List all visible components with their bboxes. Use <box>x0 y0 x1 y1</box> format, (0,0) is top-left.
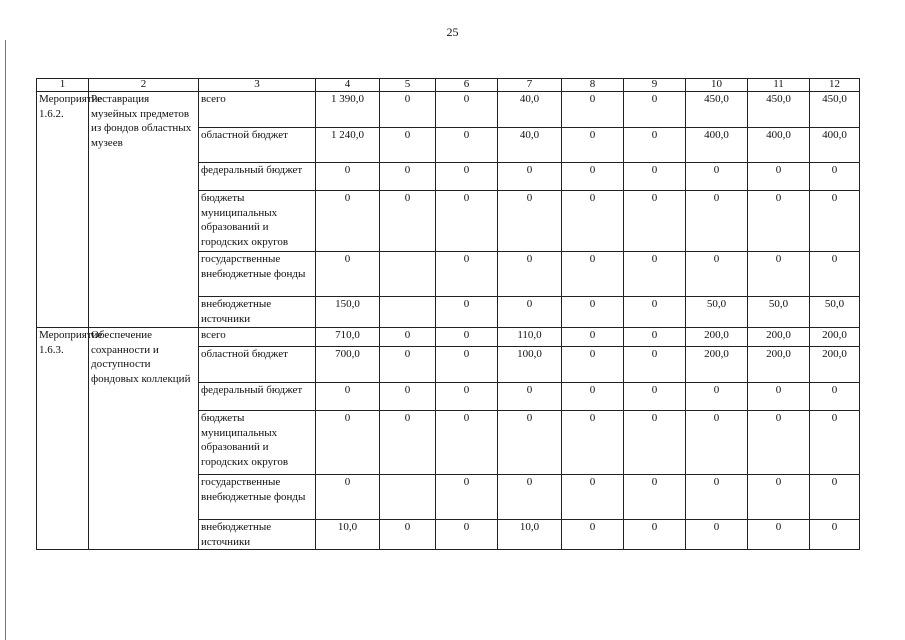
value-cell: 0 <box>562 191 624 252</box>
header-cell: 9 <box>624 79 686 92</box>
value-cell: 1 240,0 <box>316 128 380 163</box>
value-cell: 0 <box>316 252 380 297</box>
value-cell: 10,0 <box>498 520 562 550</box>
value-cell: 0 <box>380 328 436 347</box>
value-cell: 0 <box>498 163 562 191</box>
value-cell: 200,0 <box>686 328 748 347</box>
value-cell: 0 <box>436 347 498 383</box>
value-cell: 0 <box>380 191 436 252</box>
header-cell: 11 <box>748 79 810 92</box>
value-cell <box>380 297 436 328</box>
value-cell: 0 <box>686 191 748 252</box>
value-cell: 450,0 <box>686 92 748 128</box>
value-cell: 1 390,0 <box>316 92 380 128</box>
value-cell: 50,0 <box>748 297 810 328</box>
value-cell: 0 <box>562 163 624 191</box>
value-cell: 0 <box>686 163 748 191</box>
value-cell: 50,0 <box>810 297 860 328</box>
value-cell: 0 <box>748 475 810 520</box>
value-cell: 200,0 <box>748 328 810 347</box>
value-cell: 0 <box>562 411 624 475</box>
value-cell: 0 <box>436 520 498 550</box>
header-cell: 2 <box>89 79 199 92</box>
table-row <box>37 328 860 347</box>
value-cell: 0 <box>316 383 380 411</box>
funding-source: государственные внебюджетные фонды <box>199 475 316 520</box>
activity-name: Реставрация музейных предметов из фондов областных музеев <box>89 92 199 328</box>
value-cell: 0 <box>810 520 860 550</box>
value-cell: 0 <box>562 383 624 411</box>
value-cell: 0 <box>498 475 562 520</box>
header-cell: 10 <box>686 79 748 92</box>
value-cell: 0 <box>810 163 860 191</box>
value-cell: 0 <box>624 252 686 297</box>
funding-source: всего <box>199 92 316 128</box>
value-cell: 0 <box>686 411 748 475</box>
value-cell: 0 <box>562 297 624 328</box>
value-cell: 0 <box>686 383 748 411</box>
value-cell: 0 <box>624 520 686 550</box>
header-cell: 1 <box>37 79 89 92</box>
funding-source: федеральный бюджет <box>199 383 316 411</box>
header-row <box>37 79 860 92</box>
value-cell: 0 <box>562 475 624 520</box>
value-cell: 200,0 <box>748 347 810 383</box>
funding-source: областной бюджет <box>199 128 316 163</box>
header-cell: 6 <box>436 79 498 92</box>
value-cell: 40,0 <box>498 92 562 128</box>
value-cell: 0 <box>498 191 562 252</box>
value-cell: 0 <box>624 328 686 347</box>
header-cell: 12 <box>810 79 860 92</box>
value-cell: 0 <box>436 297 498 328</box>
value-cell: 0 <box>624 347 686 383</box>
header-cell: 8 <box>562 79 624 92</box>
funding-source: всего <box>199 328 316 347</box>
value-cell: 0 <box>436 252 498 297</box>
funding-source: бюджеты муниципальных образований и городских округов <box>199 191 316 252</box>
value-cell: 700,0 <box>316 347 380 383</box>
value-cell: 200,0 <box>686 347 748 383</box>
value-cell: 0 <box>562 520 624 550</box>
value-cell: 0 <box>748 191 810 252</box>
value-cell: 0 <box>380 411 436 475</box>
funding-source: внебюджетные источники <box>199 520 316 550</box>
value-cell: 0 <box>380 92 436 128</box>
header-cell: 4 <box>316 79 380 92</box>
value-cell: 450,0 <box>810 92 860 128</box>
table-body <box>37 92 860 550</box>
value-cell: 0 <box>686 252 748 297</box>
value-cell: 400,0 <box>810 128 860 163</box>
value-cell: 0 <box>380 520 436 550</box>
value-cell: 0 <box>810 475 860 520</box>
value-cell: 0 <box>498 252 562 297</box>
value-cell: 0 <box>748 252 810 297</box>
value-cell: 100,0 <box>498 347 562 383</box>
value-cell: 0 <box>316 475 380 520</box>
value-cell: 0 <box>498 297 562 328</box>
value-cell: 0 <box>436 128 498 163</box>
value-cell: 0 <box>624 297 686 328</box>
value-cell: 0 <box>810 252 860 297</box>
value-cell: 0 <box>562 328 624 347</box>
value-cell: 0 <box>748 163 810 191</box>
value-cell: 0 <box>316 163 380 191</box>
value-cell: 0 <box>810 191 860 252</box>
value-cell: 0 <box>562 92 624 128</box>
value-cell: 0 <box>562 347 624 383</box>
value-cell: 0 <box>498 411 562 475</box>
value-cell: 400,0 <box>686 128 748 163</box>
funding-source: государственные внебюджетные фонды <box>199 252 316 297</box>
value-cell: 0 <box>562 252 624 297</box>
value-cell: 450,0 <box>748 92 810 128</box>
value-cell: 0 <box>624 128 686 163</box>
value-cell: 0 <box>748 520 810 550</box>
value-cell: 710,0 <box>316 328 380 347</box>
value-cell: 0 <box>380 383 436 411</box>
activity-code: Мероприятие 1.6.3. <box>37 328 89 550</box>
value-cell: 0 <box>316 411 380 475</box>
value-cell: 0 <box>624 411 686 475</box>
value-cell <box>380 252 436 297</box>
funding-source: бюджеты муниципальных образований и городских округов <box>199 411 316 475</box>
value-cell: 0 <box>624 475 686 520</box>
value-cell: 150,0 <box>316 297 380 328</box>
left-margin-line <box>5 40 6 640</box>
value-cell: 0 <box>316 191 380 252</box>
activity-name: Обеспечение сохранности и доступности фондовых коллекций <box>89 328 199 550</box>
value-cell: 0 <box>562 128 624 163</box>
value-cell: 200,0 <box>810 347 860 383</box>
table-row <box>37 92 860 128</box>
header-cell: 7 <box>498 79 562 92</box>
funding-source: внебюджетные источники <box>199 297 316 328</box>
value-cell: 0 <box>436 383 498 411</box>
activity-code: Мероприятие 1.6.2. <box>37 92 89 328</box>
header-cell: 3 <box>199 79 316 92</box>
value-cell: 0 <box>624 163 686 191</box>
value-cell: 0 <box>380 347 436 383</box>
budget-table <box>36 78 860 550</box>
value-cell: 0 <box>686 475 748 520</box>
value-cell: 200,0 <box>810 328 860 347</box>
value-cell: 10,0 <box>316 520 380 550</box>
value-cell: 0 <box>810 411 860 475</box>
value-cell: 0 <box>624 383 686 411</box>
value-cell: 0 <box>436 411 498 475</box>
value-cell: 0 <box>498 383 562 411</box>
value-cell: 0 <box>810 383 860 411</box>
value-cell <box>380 475 436 520</box>
funding-source: федеральный бюджет <box>199 163 316 191</box>
page-number: 25 <box>446 25 459 39</box>
value-cell: 50,0 <box>686 297 748 328</box>
value-cell: 0 <box>624 92 686 128</box>
value-cell: 40,0 <box>498 128 562 163</box>
value-cell: 0 <box>436 163 498 191</box>
value-cell: 0 <box>436 475 498 520</box>
funding-source: областной бюджет <box>199 347 316 383</box>
value-cell: 0 <box>436 191 498 252</box>
value-cell: 0 <box>686 520 748 550</box>
value-cell: 0 <box>748 411 810 475</box>
value-cell: 0 <box>436 92 498 128</box>
value-cell: 110,0 <box>498 328 562 347</box>
value-cell: 0 <box>748 383 810 411</box>
header-cell: 5 <box>380 79 436 92</box>
value-cell: 400,0 <box>748 128 810 163</box>
value-cell: 0 <box>436 328 498 347</box>
value-cell: 0 <box>624 191 686 252</box>
value-cell: 0 <box>380 163 436 191</box>
value-cell: 0 <box>380 128 436 163</box>
